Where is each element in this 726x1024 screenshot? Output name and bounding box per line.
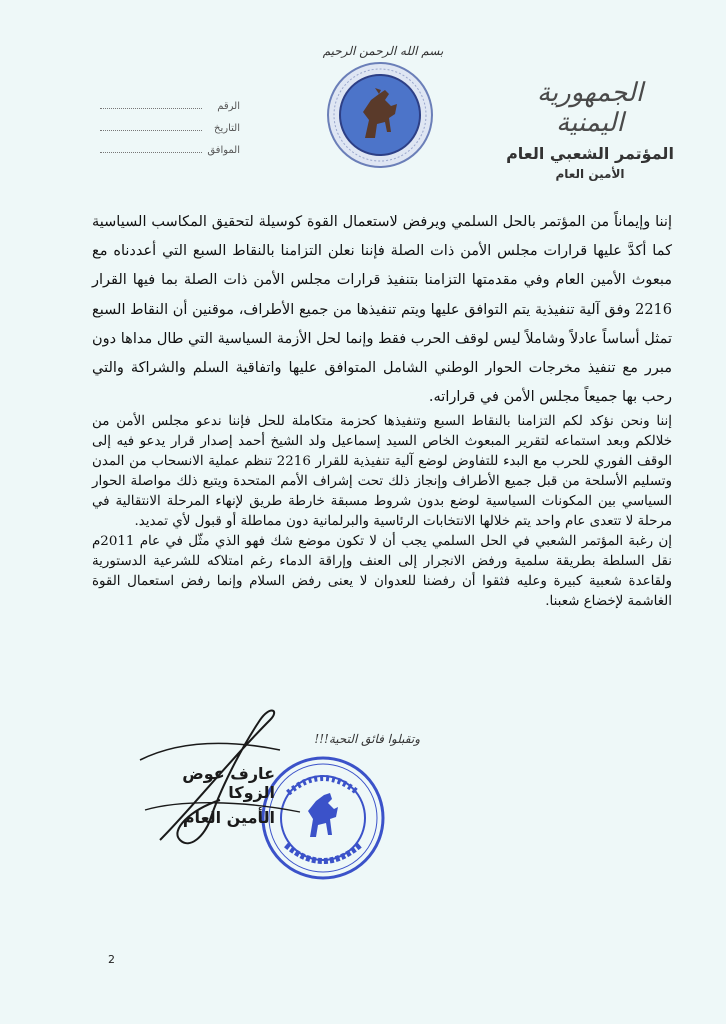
body-paragraph-2: إننا ونحن نؤكد لكم التزامنا بالنقاط السبع وتنفيذها كحزمة متكاملة للحل فإننا ندعو مجلس الأمن من خلالكم وبعد استماعه لتقرير المبعوث الخاص السيد إسماعيل ولد الشيخ أحمد إصدار قرار يدعو فيه إلى الوقف الفوري للحرب مع البدء للتفاوض لوضع آلية تنفيذية للقرار 2216 تنظم عملية الانسحاب من المدن وتسليم الأسلحة من قبل جميع الأطراف وإنجاز ذلك تحت إشراف الأمم المتحدة ويتبع ذلك مواصلة الحوار السياسي بين المكونات السياسية لوضع بدون شروط مسبقة خارطة طريق لإنهاء المرحلة الانتقالية في مرحلة لا تتعدى عام واحد يتم خلالها الانتخابات الرئاسية والبرلمانية دون مماطلة أو قبول لأي تمديد.	[92, 414, 672, 529]
letter-body	[92, 208, 672, 611]
closing-salutation: وتقبلوا فائق التحية!!!	[314, 732, 420, 746]
body-paragraph-1: إننا وإيماناً من المؤتمر بالحل السلمي ويرفض لاستعمال القوة كوسيلة لتحقيق المكاسب السياسية كما أكدَّ عليها قرارات مجلس الأمن ذات الصلة فإننا نعلن التزامنا بالنقاط السبع التي أعددناه مع مبعوث الأمين العام وفي مقدمتها التزامنا بتنفيذ قرارات مجلس الأمن ذات الصلة بما فيها القرار 2216 وفق آلية تنفيذية يتم التوافق عليها ويتم تنفيذها من جميع الأطراف، موقنين أن النقاط السبع تمثل أساساً عادلاً وشاملاً ليس لوقف الحرب فقط وإنما لحل الأزمة السياسية التي طال مداها دون مبرر مع تنفيذ مخرجات الحوار الوطني الشامل المتوافق عليها واتفاقية السلم والشراكة والتي رحب بها جميعاً مجلس الأمن في قراراته.	[92, 214, 672, 406]
country-name: الجمهورية اليمنية	[536, 78, 644, 138]
field-label: الرقم	[217, 101, 240, 112]
party-name: المؤتمر الشعبي العام	[506, 144, 674, 163]
field-line	[100, 108, 202, 109]
corresponding-date-field	[100, 134, 240, 156]
field-line	[100, 130, 202, 131]
organization-header	[500, 78, 680, 181]
party-horse-emblem-icon	[325, 60, 435, 170]
date-field	[100, 112, 240, 134]
basmala: بسم الله الرحمن الرحيم	[322, 44, 444, 58]
page-number: 2	[108, 953, 115, 966]
body-paragraph-3: إن رغبة المؤتمر الشعبي في الحل السلمي يجب أن لا تكون موضع شك فهو الذي مثّل في عام 2011م نقل السلطة بطريقة سلمية ورفض الانجرار إلى العنف وإراقة الدماء رغم امتلاكه للشرعية الدستورية ولقاعدة شعبية كبيرة وعليه فثقوا أن رفضنا للعدوان لا يعنى رفض السلام وإنما رفض استعمال القوة الغاشمة لإخضاع شعبنا.	[92, 533, 672, 609]
reference-fields	[100, 90, 240, 156]
office-name: الأمين العام	[555, 167, 625, 181]
field-line	[100, 152, 202, 153]
field-label: الموافق	[207, 145, 240, 156]
signer-name: عارف عوض الزوكا	[182, 764, 275, 802]
field-label: التاريخ	[214, 123, 240, 134]
signer-title: الأمين العام	[182, 808, 275, 827]
reference-number-field	[100, 90, 240, 112]
